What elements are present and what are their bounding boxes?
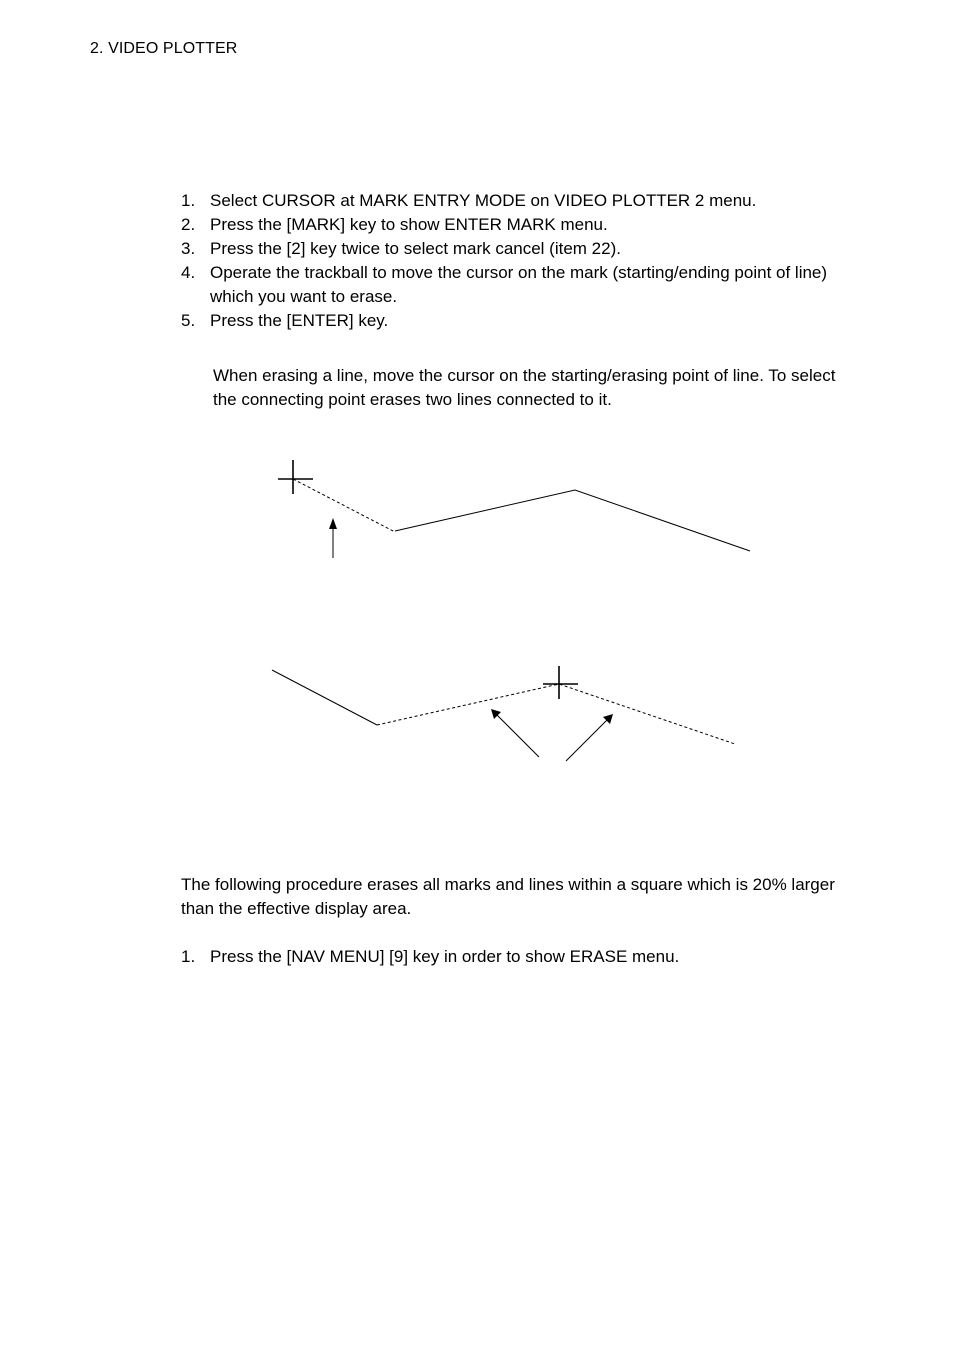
remaining-line <box>272 670 377 725</box>
step-text: Press the [MARK] key to show ENTER MARK menu. <box>210 215 608 234</box>
step-text: Press the [NAV MENU] [9] key in order to show ERASE menu. <box>210 947 680 966</box>
step-number: 5. <box>181 311 196 330</box>
running-header: 2. VIDEO PLOTTER <box>90 40 238 57</box>
step-number: 1. <box>181 947 196 966</box>
arrow-up-icon <box>329 518 337 529</box>
figure-erase-connecting-point <box>272 666 735 761</box>
step-number: 3. <box>181 239 196 258</box>
step-number: 2. <box>181 215 196 234</box>
step-number: 1. <box>181 191 196 210</box>
erase-all-steps <box>181 945 861 969</box>
remaining-line <box>395 490 750 551</box>
figure-erase-start-point <box>278 460 750 558</box>
list-item <box>181 945 861 969</box>
step-number: 4. <box>181 263 196 282</box>
erase-line-note: When erasing a line, move the cursor on the starting/erasing point of line. To select the connecting point erases two lines connected to it. <box>213 366 836 409</box>
arrow-shaft-right <box>566 720 607 761</box>
arrow-shaft-left <box>497 715 539 757</box>
erased-line-dashed <box>293 479 395 532</box>
step-text: Press the [ENTER] key. <box>210 311 389 330</box>
erase-all-intro: The following procedure erases all marks and lines within a square which is 20% larger than the effective display area. <box>181 875 835 918</box>
erased-lines-dashed <box>377 684 735 744</box>
step-text: Operate the trackball to move the cursor on the mark (starting/ending point of line) which you want to erase. <box>210 263 828 306</box>
step-text: Press the [2] key twice to select mark cancel (item 22). <box>210 239 621 258</box>
step-text: Select CURSOR at MARK ENTRY MODE on VIDEO PLOTTER 2 menu. <box>210 191 757 210</box>
